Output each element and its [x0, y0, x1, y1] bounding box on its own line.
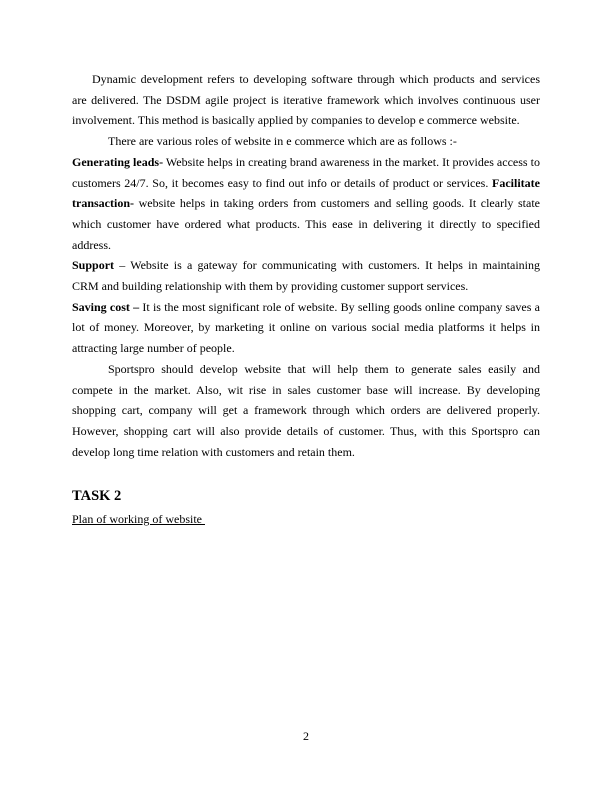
document-body	[72, 69, 540, 528]
page-number: 2	[303, 729, 309, 743]
role-description: website helps in taking orders from customers and selling goods. It clearly state which customer have ordered what products. This ease in delivering it directly to specified address.	[72, 196, 540, 252]
task-subheading: Plan of working of website	[72, 512, 205, 527]
role-term: Facilitate transaction-	[72, 175, 540, 211]
role-paragraph-support	[72, 255, 540, 296]
role-paragraph-saving-cost	[72, 297, 540, 359]
conclusion-paragraph: Sportspro should develop website that will help them to generate sales easily and compete in the market. Also, wit rise in sales customer base will increase. By developing shopping cart, company will get a framework through which orders are delivered properly. However, shopping cart will also provide details of customer. Thus, with this Sportspro can develop long time relation with customers and retain them.	[72, 361, 540, 459]
role-term: Generating leads-	[72, 154, 164, 169]
role-paragraph-generating-leads	[72, 152, 540, 256]
role-term: Support	[72, 258, 115, 273]
intro-paragraph: Dynamic development refers to developing software through which products and services are delivered. The DSDM agile project is iterative framework which involves continuous user involvement. This method is basically applied by companies to develop e commerce website.	[72, 72, 540, 128]
role-term: Saving cost –	[72, 299, 140, 314]
roles-intro-paragraph: There are various roles of website in e commerce which are as follows :-	[108, 134, 457, 149]
role-description: Website helps in creating brand awareness in the market. It provides access to customers 24/7. So, it becomes easy to find out info or details of product or services.	[72, 154, 540, 190]
role-description: It is the most significant role of website. By selling goods online company saves a lot of money. Moreover, by marketing it online on various social media platforms it helps in attracting large number of people.	[72, 299, 540, 356]
role-description: – Website is a gateway for communicating with customers. It helps in maintaining CRM and building relationship with them by providing customer support services.	[72, 258, 540, 294]
task-heading: TASK 2	[72, 488, 122, 505]
